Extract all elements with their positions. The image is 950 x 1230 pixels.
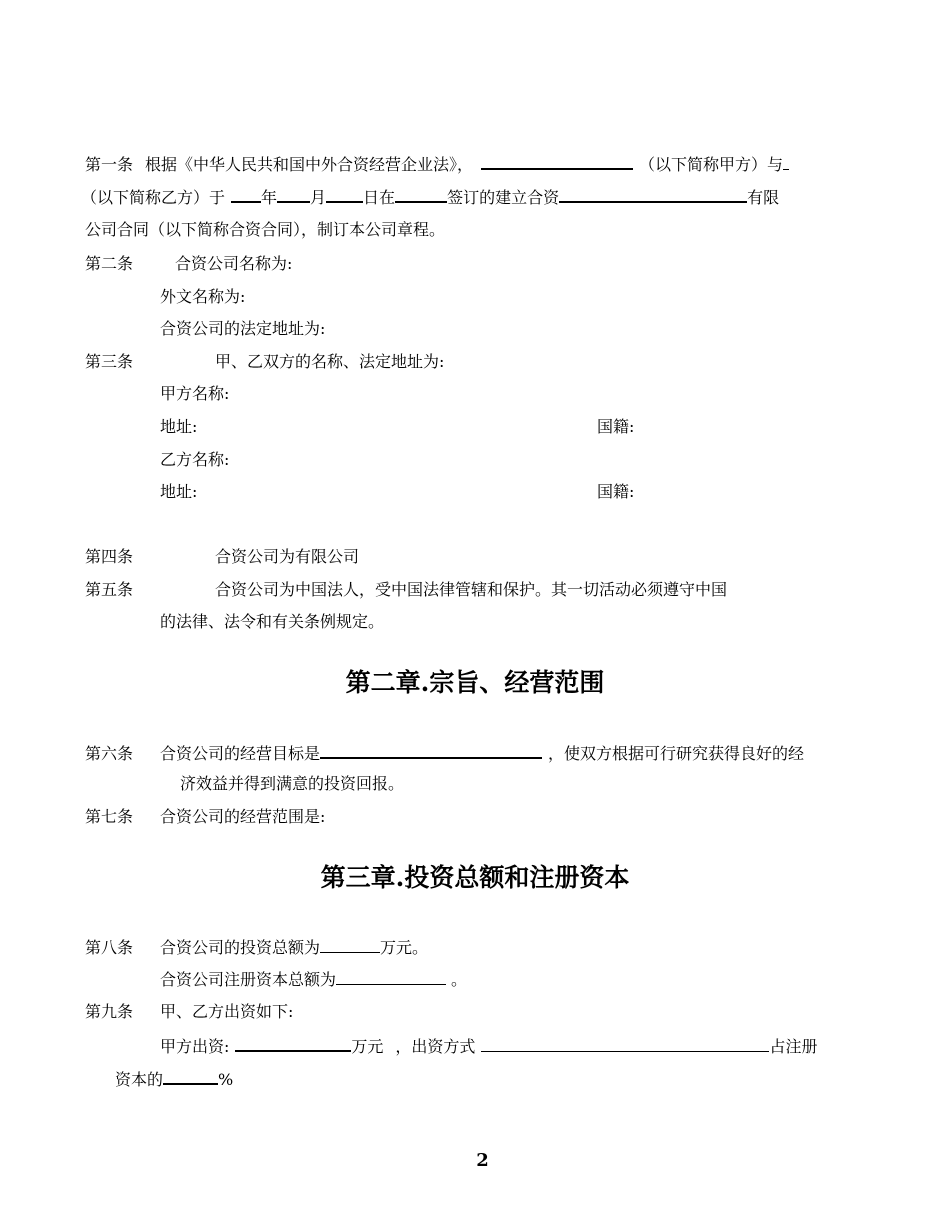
article-3-label: 第三条 — [85, 352, 134, 371]
article-9-line-3 — [115, 1067, 233, 1091]
foreign-name-label: 外文名称为: — [160, 287, 246, 306]
party-b-blank[interactable] — [783, 153, 789, 170]
party-a-address-label: 地址: — [160, 417, 198, 436]
registered-capital-blank[interactable] — [336, 968, 446, 985]
month-label: 月 — [310, 188, 327, 207]
party-a-nationality-label: 国籍: — [597, 417, 635, 436]
article-7 — [85, 806, 325, 828]
article-6-line-2: 济效益并得到满意的投资回报。 — [180, 774, 405, 793]
article-2-label: 第二条 — [85, 254, 134, 273]
jv-name-label: 合资公司名称为: — [175, 254, 293, 273]
party-a-name-label: 甲方名称: — [160, 384, 230, 403]
article-5-line-1 — [85, 579, 727, 601]
share-label: 占注册 — [769, 1037, 818, 1056]
party-b-name-label: 乙方名称: — [160, 450, 230, 469]
party-b-note: （以下简称乙方）于 — [81, 188, 226, 207]
article-8-line-1 — [85, 936, 428, 959]
chapter-3-title: 第三章.投资总额和注册资本 — [320, 863, 630, 892]
limited-label: 有限 — [747, 188, 780, 207]
article-9-text: 甲、乙方出资如下: — [160, 1002, 294, 1021]
party-a-blank[interactable] — [481, 152, 633, 170]
jv-name-blank[interactable] — [559, 185, 747, 203]
year-blank[interactable] — [231, 185, 261, 203]
article-4-label: 第四条 — [85, 547, 134, 566]
article-1-line-1 — [85, 152, 789, 176]
article-3-text: 甲、乙双方的名称、法定地址为: — [215, 352, 445, 371]
legal-address-label: 合资公司的法定地址为: — [160, 319, 326, 338]
article-6-line-1 — [85, 741, 804, 765]
article-9-label: 第九条 — [85, 1002, 134, 1021]
party-a-amount-blank[interactable] — [235, 1034, 351, 1052]
day-blank[interactable] — [326, 185, 363, 203]
article-5-line-2: 的法律、法令和有关条例规定。 — [160, 612, 385, 631]
article-8-label: 第八条 — [85, 938, 134, 957]
registered-capital-text: 合资公司注册资本总额为 — [160, 970, 337, 989]
percent-sign: % — [218, 1070, 234, 1089]
article-3-line-1 — [85, 351, 444, 373]
article-8-text: 合资公司的投资总额为 — [160, 938, 321, 957]
article-4 — [85, 546, 359, 568]
article-6-label: 第六条 — [85, 744, 134, 763]
article-1-label: 第一条 — [85, 155, 134, 174]
page-number: 2 — [476, 1150, 489, 1171]
article-5-text: 合资公司为中国法人，受中国法律管辖和保护。其一切活动必须遵守中国 — [215, 580, 728, 599]
article-4-text: 合资公司为有限公司 — [215, 547, 360, 566]
total-investment-blank[interactable] — [320, 936, 380, 953]
article-6-text: 合资公司的经营目标是 — [160, 744, 321, 763]
month-blank[interactable] — [277, 185, 310, 203]
capital-share-label: 资本的 — [115, 1070, 164, 1089]
article-7-text: 合资公司的经营范围是: — [160, 807, 326, 826]
article-8-unit: 万元。 — [380, 938, 429, 957]
year-label: 年 — [261, 188, 278, 207]
article-8-line-2 — [160, 968, 467, 991]
article-1-line-2 — [81, 185, 779, 209]
registered-capital-end: 。 — [451, 970, 468, 989]
article-5-label: 第五条 — [85, 580, 134, 599]
article-6-text-b: ，使双方根据可行研究获得良好的经 — [548, 744, 805, 763]
location-blank[interactable] — [395, 185, 447, 203]
party-b-address-label: 地址: — [160, 482, 198, 501]
article-7-label: 第七条 — [85, 807, 134, 826]
article-9-line-1 — [85, 1001, 293, 1023]
party-a-contribution-label: 甲方出资: — [160, 1037, 230, 1056]
chapter-2-title: 第二章.宗旨、经营范围 — [345, 668, 605, 697]
percent-blank[interactable] — [163, 1067, 218, 1085]
article-1-text: 根据《中华人民共和国中外合资经营企业法》， — [145, 155, 474, 174]
party-b-nationality-label: 国籍: — [597, 482, 635, 501]
business-goal-blank[interactable] — [320, 741, 542, 759]
day-label: 日在 — [363, 188, 396, 207]
party-a-note: （以下简称甲方）与 — [639, 155, 784, 174]
article-2-line-1 — [85, 253, 292, 275]
signed-label: 签订的建立合资 — [447, 188, 560, 207]
contribution-method-label: ，出资方式 — [395, 1037, 476, 1056]
contribution-method-blank[interactable] — [481, 1035, 769, 1052]
article-1-line-3: 公司合同（以下简称合资合同），制订本公司章程。 — [85, 220, 446, 239]
party-a-amount-unit: 万元 — [351, 1037, 384, 1056]
article-9-line-2 — [160, 1034, 817, 1058]
